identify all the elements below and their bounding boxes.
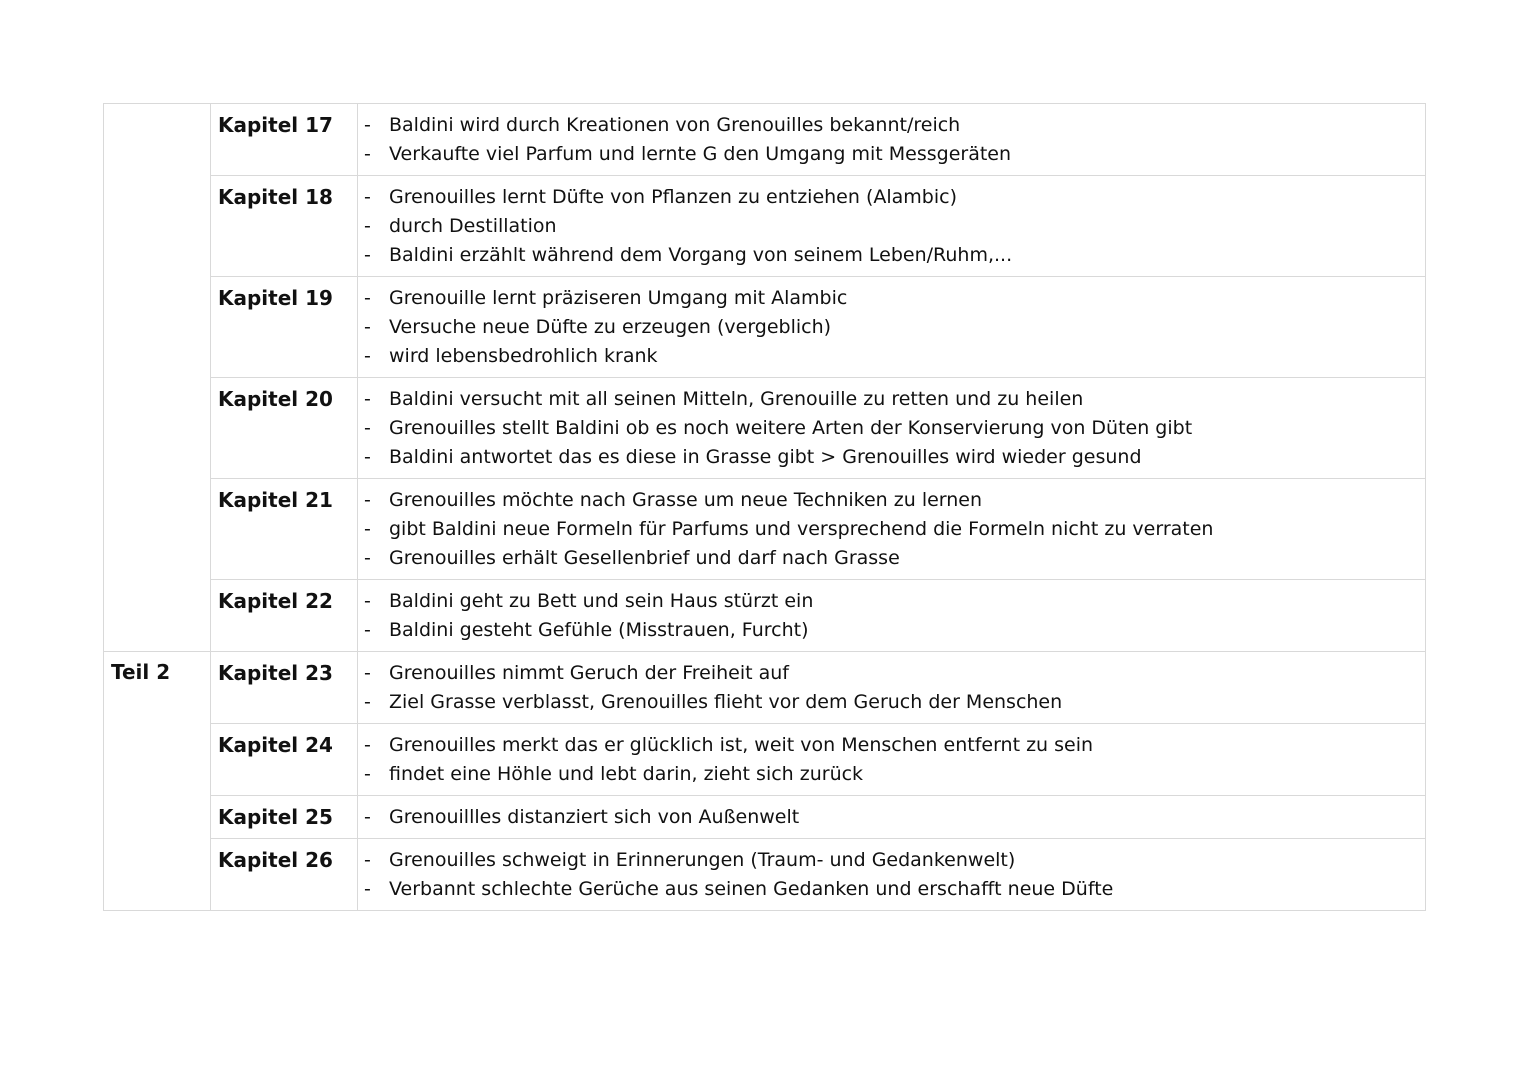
chapter-cell	[211, 724, 358, 796]
bullet-item: - gibt Baldini neue Formeln für Parfums und versprechend die Formeln nicht zu verraten	[358, 515, 1425, 544]
bullet-item: - wird lebensbedrohlich krank	[358, 342, 1425, 371]
table-row	[104, 277, 1426, 378]
table-row	[104, 176, 1426, 277]
chapter-label: Kapitel 18	[218, 185, 333, 209]
chapter-summary-table	[103, 103, 1426, 911]
part-label	[104, 104, 210, 110]
bullet-item: - Grenouilles merkt das er glücklich ist, weit von Menschen entfernt zu sein	[358, 731, 1425, 760]
summary-cell	[358, 277, 1426, 378]
bullet-list	[358, 580, 1425, 651]
bullet-item: - Grenouilles stellt Baldini ob es noch weitere Arten der Konservierung von Düten gibt	[358, 414, 1425, 443]
bullet-item: - Grenouilles lernt Düfte von Pflanzen zu entziehen (Alambic)	[358, 183, 1425, 212]
bullet-list	[358, 652, 1425, 723]
summary-cell	[358, 580, 1426, 652]
table-row	[104, 104, 1426, 176]
bullet-item: - durch Destillation	[358, 212, 1425, 241]
bullet-item: - Grenouillles distanziert sich von Außenwelt	[358, 803, 1425, 832]
chapter-cell	[211, 652, 358, 724]
summary-cell	[358, 839, 1426, 911]
bullet-item: - Baldini versucht mit all seinen Mitteln, Grenouille zu retten und zu heilen	[358, 385, 1425, 414]
bullet-list	[358, 277, 1425, 377]
table-row	[104, 479, 1426, 580]
chapter-label: Kapitel 26	[218, 848, 333, 872]
bullet-item: - Verbannt schlechte Gerüche aus seinen Gedanken und erschafft neue Düfte	[358, 875, 1425, 904]
chapter-label: Kapitel 17	[218, 113, 333, 137]
chapter-label: Kapitel 23	[218, 661, 333, 685]
bullet-list	[358, 176, 1425, 276]
chapter-cell	[211, 479, 358, 580]
bullet-item: - Grenouilles schweigt in Erinnerungen (Traum- und Gedankenwelt)	[358, 846, 1425, 875]
chapter-cell	[211, 277, 358, 378]
bullet-item: - Grenouille lernt präziseren Umgang mit Alambic	[358, 284, 1425, 313]
bullet-list	[358, 796, 1425, 838]
chapter-cell	[211, 580, 358, 652]
part-cell	[104, 104, 211, 652]
chapter-cell	[211, 378, 358, 479]
table-row	[104, 378, 1426, 479]
summary-cell	[358, 176, 1426, 277]
chapter-cell	[211, 796, 358, 839]
summary-cell	[358, 104, 1426, 176]
chapter-label: Kapitel 20	[218, 387, 333, 411]
table-row	[104, 839, 1426, 911]
bullet-item: - Versuche neue Düfte zu erzeugen (vergeblich)	[358, 313, 1425, 342]
bullet-item: - Baldini wird durch Kreationen von Grenouilles bekannt/reich	[358, 111, 1425, 140]
summary-cell	[358, 796, 1426, 839]
bullet-item: - findet eine Höhle und lebt darin, zieht sich zurück	[358, 760, 1425, 789]
bullet-item: - Ziel Grasse verblasst, Grenouilles flieht vor dem Geruch der Menschen	[358, 688, 1425, 717]
bullet-list	[358, 839, 1425, 910]
bullet-item: - Verkaufte viel Parfum und lernte G den Umgang mit Messgeräten	[358, 140, 1425, 169]
table-row	[104, 580, 1426, 652]
bullet-item: - Grenouilles nimmt Geruch der Freiheit auf	[358, 659, 1425, 688]
chapter-cell	[211, 104, 358, 176]
bullet-item: - Baldini gesteht Gefühle (Misstrauen, Furcht)	[358, 616, 1425, 645]
chapter-cell	[211, 839, 358, 911]
part-cell	[104, 652, 211, 911]
chapter-label: Kapitel 19	[218, 286, 333, 310]
bullet-list	[358, 479, 1425, 579]
chapter-label: Kapitel 25	[218, 805, 333, 829]
part-label: Teil 2	[111, 660, 171, 684]
summary-cell	[358, 378, 1426, 479]
bullet-item: - Baldini erzählt während dem Vorgang von seinem Leben/Ruhm,...	[358, 241, 1425, 270]
chapter-label: Kapitel 22	[218, 589, 333, 613]
bullet-item: - Grenouilles möchte nach Grasse um neue Techniken zu lernen	[358, 486, 1425, 515]
bullet-list	[358, 724, 1425, 795]
table-row	[104, 724, 1426, 796]
summary-cell	[358, 724, 1426, 796]
table-row	[104, 796, 1426, 839]
table-row	[104, 652, 1426, 724]
chapter-label: Kapitel 24	[218, 733, 333, 757]
bullet-item: - Baldini antwortet das es diese in Grasse gibt > Grenouilles wird wieder gesund	[358, 443, 1425, 472]
bullet-item: - Grenouilles erhält Gesellenbrief und darf nach Grasse	[358, 544, 1425, 573]
bullet-list	[358, 378, 1425, 478]
bullet-list	[358, 104, 1425, 175]
summary-cell	[358, 479, 1426, 580]
chapter-cell	[211, 176, 358, 277]
summary-cell	[358, 652, 1426, 724]
bullet-item: - Baldini geht zu Bett und sein Haus stürzt ein	[358, 587, 1425, 616]
chapter-label: Kapitel 21	[218, 488, 333, 512]
